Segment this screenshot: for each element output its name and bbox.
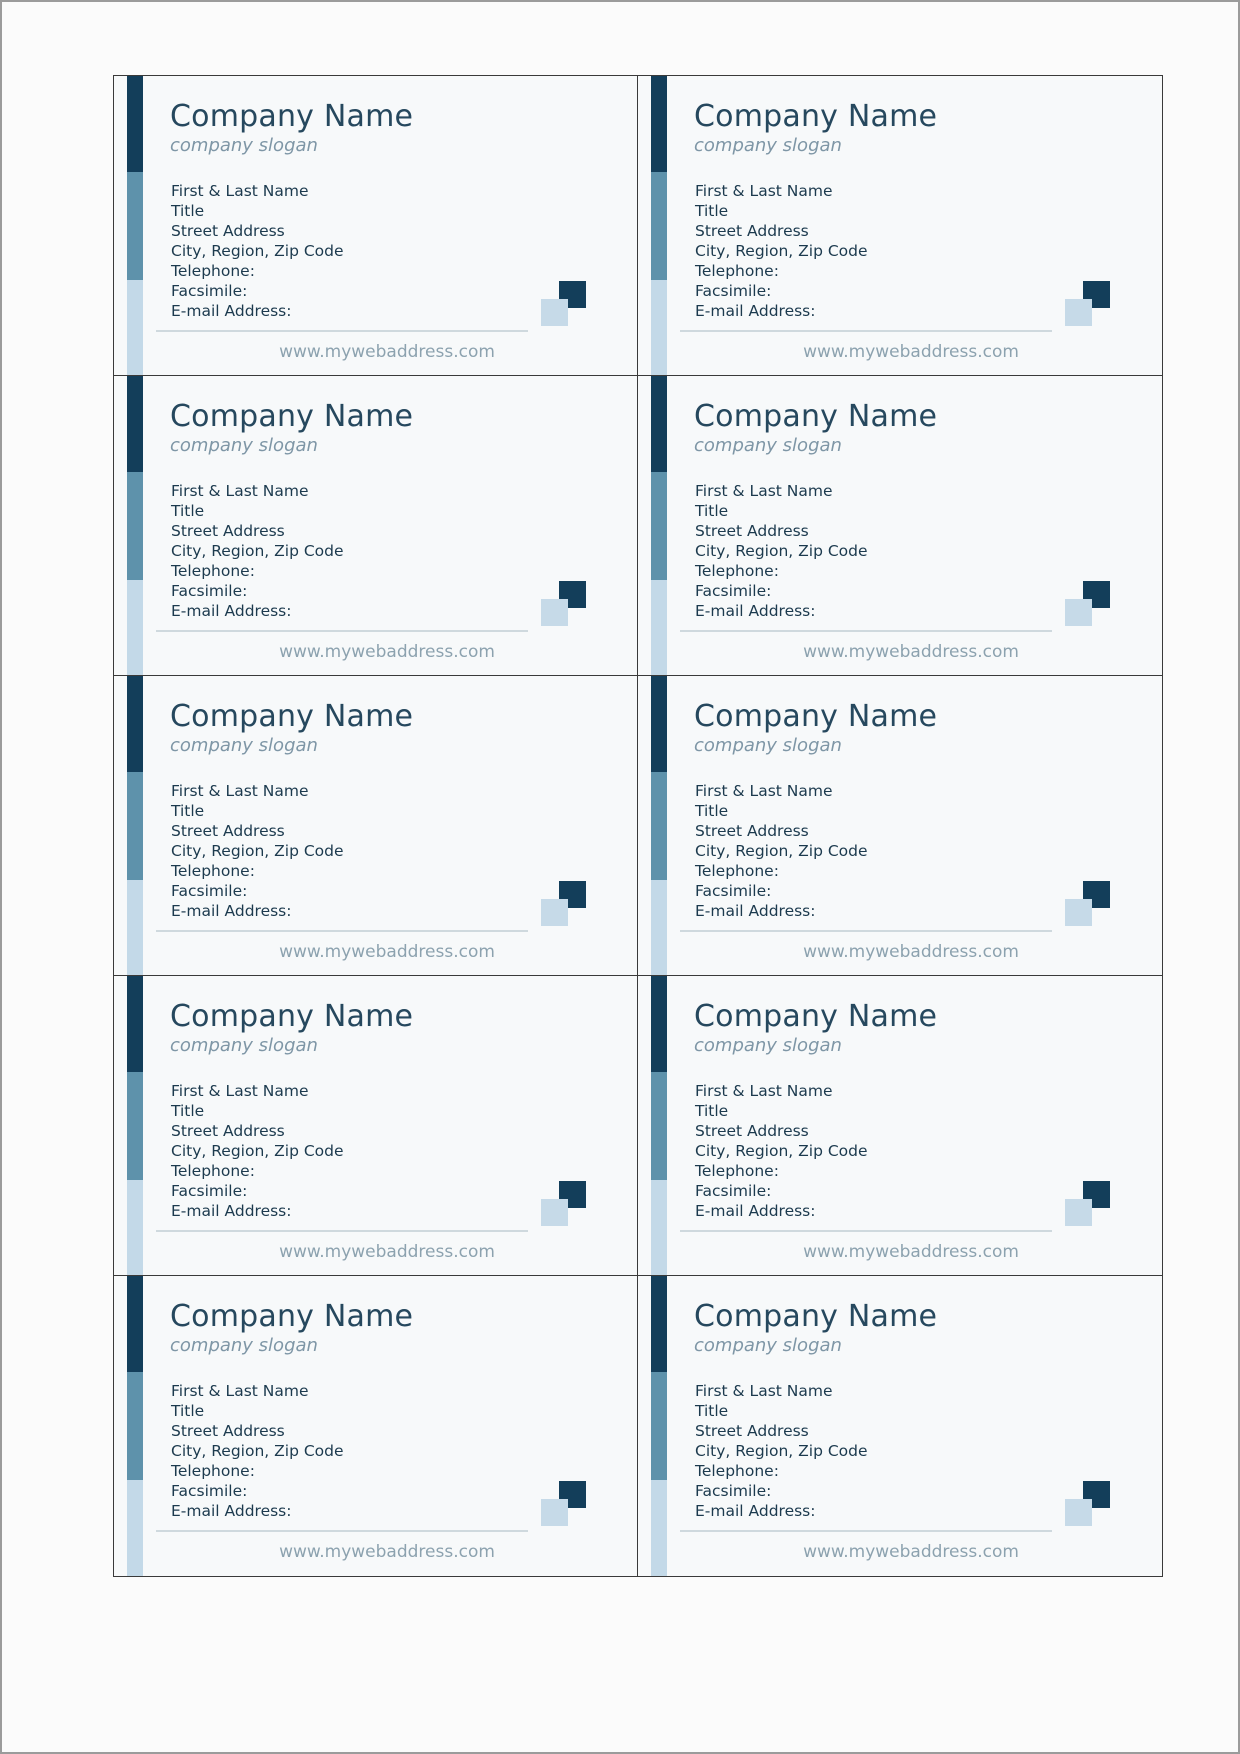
web-address: www.mywebaddress.com <box>803 1542 1019 1562</box>
business-card <box>638 376 1162 676</box>
contact-line-street: Street Address <box>695 822 809 840</box>
divider-line <box>156 630 528 632</box>
contact-line-title: Title <box>695 802 729 820</box>
contact-line-street: Street Address <box>171 822 285 840</box>
accent-bar <box>651 376 667 675</box>
web-address: www.mywebaddress.com <box>279 1542 495 1562</box>
logo-light-square <box>1065 599 1092 626</box>
accent-bar <box>127 976 143 1275</box>
contact-line-city: City, Region, Zip Code <box>171 542 344 560</box>
divider-line <box>680 630 1052 632</box>
contact-line-facsimile: Facsimile: <box>171 282 248 300</box>
accent-bar <box>651 676 667 975</box>
contact-line-telephone: Telephone: <box>171 862 255 880</box>
company-name: Company Name <box>694 399 938 434</box>
contact-line-title: Title <box>695 502 729 520</box>
company-slogan: company slogan <box>170 135 318 156</box>
business-card <box>638 76 1162 376</box>
logo-light-square <box>541 299 568 326</box>
accent-bar-dark-segment <box>651 376 667 472</box>
web-address: www.mywebaddress.com <box>803 1242 1019 1262</box>
accent-bar-light-segment <box>127 1480 143 1576</box>
contact-line-telephone: Telephone: <box>695 1462 779 1480</box>
business-card <box>114 676 638 976</box>
logo-light-square <box>541 1199 568 1226</box>
contact-line-facsimile: Facsimile: <box>695 1482 772 1500</box>
business-card <box>638 676 1162 976</box>
business-card <box>638 1276 1162 1576</box>
contact-line-facsimile: Facsimile: <box>695 582 772 600</box>
divider-line <box>156 1530 528 1532</box>
company-name: Company Name <box>170 699 414 734</box>
contact-line-city: City, Region, Zip Code <box>171 242 344 260</box>
accent-bar-dark-segment <box>651 1276 667 1372</box>
logo-light-square <box>1065 1499 1092 1526</box>
accent-bar-light-segment <box>127 1180 143 1275</box>
accent-bar-mid-segment <box>127 772 143 880</box>
accent-bar-mid-segment <box>651 772 667 880</box>
company-name: Company Name <box>170 99 414 134</box>
accent-bar-light-segment <box>651 280 667 375</box>
contact-line-city: City, Region, Zip Code <box>171 1142 344 1160</box>
accent-bar-light-segment <box>127 280 143 375</box>
contact-block <box>695 481 868 621</box>
contact-line-telephone: Telephone: <box>171 562 255 580</box>
contact-line-title: Title <box>171 202 205 220</box>
contact-line-title: Title <box>695 202 729 220</box>
contact-line-email: E-mail Address: <box>171 902 292 920</box>
company-name: Company Name <box>694 1299 938 1334</box>
contact-line-city: City, Region, Zip Code <box>695 842 868 860</box>
contact-block <box>171 1081 344 1221</box>
contact-line-telephone: Telephone: <box>171 1162 255 1180</box>
web-address: www.mywebaddress.com <box>803 942 1019 962</box>
company-slogan: company slogan <box>170 435 318 456</box>
accent-bar-mid-segment <box>127 472 143 580</box>
company-name: Company Name <box>170 399 414 434</box>
divider-line <box>680 1530 1052 1532</box>
contact-line-street: Street Address <box>695 1122 809 1140</box>
accent-bar-mid-segment <box>651 472 667 580</box>
contact-block <box>171 781 344 921</box>
accent-bar <box>651 976 667 1275</box>
company-slogan: company slogan <box>170 1035 318 1056</box>
business-card <box>638 976 1162 1276</box>
web-address: www.mywebaddress.com <box>803 342 1019 362</box>
contact-line-title: Title <box>171 502 205 520</box>
divider-line <box>156 930 528 932</box>
contact-line-name: First & Last Name <box>695 482 833 500</box>
accent-bar-dark-segment <box>127 676 143 772</box>
contact-line-name: First & Last Name <box>171 482 309 500</box>
accent-bar <box>127 376 143 675</box>
contact-line-telephone: Telephone: <box>695 1162 779 1180</box>
contact-block <box>695 181 868 321</box>
contact-line-email: E-mail Address: <box>695 1202 816 1220</box>
business-card-sheet <box>113 75 1163 1577</box>
accent-bar-light-segment <box>651 1480 667 1576</box>
contact-line-name: First & Last Name <box>695 782 833 800</box>
contact-line-facsimile: Facsimile: <box>695 1182 772 1200</box>
contact-line-email: E-mail Address: <box>695 1502 816 1520</box>
accent-bar-light-segment <box>127 580 143 675</box>
contact-block <box>171 181 344 321</box>
accent-bar-mid-segment <box>127 1072 143 1180</box>
contact-line-name: First & Last Name <box>171 182 309 200</box>
accent-bar-dark-segment <box>127 976 143 1072</box>
accent-bar <box>127 76 143 375</box>
contact-line-street: Street Address <box>171 222 285 240</box>
contact-line-street: Street Address <box>695 1422 809 1440</box>
accent-bar-light-segment <box>651 580 667 675</box>
contact-line-email: E-mail Address: <box>695 302 816 320</box>
accent-bar <box>651 76 667 375</box>
contact-block <box>695 781 868 921</box>
accent-bar-dark-segment <box>127 1276 143 1372</box>
company-slogan: company slogan <box>694 435 842 456</box>
accent-bar-mid-segment <box>651 172 667 280</box>
company-slogan: company slogan <box>694 1335 842 1356</box>
contact-line-name: First & Last Name <box>695 182 833 200</box>
divider-line <box>680 930 1052 932</box>
company-name: Company Name <box>170 1299 414 1334</box>
contact-line-email: E-mail Address: <box>171 1202 292 1220</box>
business-card <box>114 976 638 1276</box>
accent-bar-dark-segment <box>127 76 143 172</box>
web-address: www.mywebaddress.com <box>279 942 495 962</box>
contact-line-facsimile: Facsimile: <box>171 1182 248 1200</box>
contact-block <box>171 1381 344 1521</box>
contact-block <box>171 481 344 621</box>
contact-line-title: Title <box>695 1102 729 1120</box>
contact-line-name: First & Last Name <box>171 782 309 800</box>
contact-line-city: City, Region, Zip Code <box>695 1442 868 1460</box>
accent-bar-dark-segment <box>651 76 667 172</box>
accent-bar-dark-segment <box>651 676 667 772</box>
contact-block <box>695 1081 868 1221</box>
accent-bar-mid-segment <box>127 1372 143 1480</box>
contact-line-street: Street Address <box>695 522 809 540</box>
business-card <box>114 1276 638 1576</box>
contact-line-telephone: Telephone: <box>695 562 779 580</box>
web-address: www.mywebaddress.com <box>279 1242 495 1262</box>
logo-light-square <box>1065 899 1092 926</box>
web-address: www.mywebaddress.com <box>803 642 1019 662</box>
divider-line <box>680 330 1052 332</box>
contact-line-telephone: Telephone: <box>171 262 255 280</box>
accent-bar <box>127 676 143 975</box>
contact-line-telephone: Telephone: <box>171 1462 255 1480</box>
divider-line <box>156 330 528 332</box>
contact-line-title: Title <box>695 1402 729 1420</box>
logo-light-square <box>541 899 568 926</box>
accent-bar <box>651 1276 667 1576</box>
contact-line-street: Street Address <box>171 1122 285 1140</box>
accent-bar-dark-segment <box>651 976 667 1072</box>
contact-line-city: City, Region, Zip Code <box>171 842 344 860</box>
contact-line-facsimile: Facsimile: <box>171 882 248 900</box>
contact-line-street: Street Address <box>171 522 285 540</box>
accent-bar-dark-segment <box>127 376 143 472</box>
contact-block <box>695 1381 868 1521</box>
contact-line-title: Title <box>171 1102 205 1120</box>
contact-line-title: Title <box>171 1402 205 1420</box>
contact-line-email: E-mail Address: <box>171 1502 292 1520</box>
accent-bar-light-segment <box>127 880 143 975</box>
contact-line-email: E-mail Address: <box>695 602 816 620</box>
contact-line-facsimile: Facsimile: <box>695 882 772 900</box>
contact-line-email: E-mail Address: <box>171 302 292 320</box>
logo-light-square <box>1065 299 1092 326</box>
company-slogan: company slogan <box>694 135 842 156</box>
contact-line-telephone: Telephone: <box>695 862 779 880</box>
logo-light-square <box>541 1499 568 1526</box>
business-card <box>114 376 638 676</box>
contact-line-street: Street Address <box>171 1422 285 1440</box>
accent-bar-mid-segment <box>651 1072 667 1180</box>
logo-light-square <box>1065 1199 1092 1226</box>
contact-line-city: City, Region, Zip Code <box>171 1442 344 1460</box>
contact-line-email: E-mail Address: <box>695 902 816 920</box>
accent-bar-mid-segment <box>127 172 143 280</box>
contact-line-facsimile: Facsimile: <box>695 282 772 300</box>
divider-line <box>156 1230 528 1232</box>
contact-line-city: City, Region, Zip Code <box>695 1142 868 1160</box>
logo-light-square <box>541 599 568 626</box>
company-slogan: company slogan <box>170 1335 318 1356</box>
contact-line-telephone: Telephone: <box>695 262 779 280</box>
accent-bar-light-segment <box>651 880 667 975</box>
company-name: Company Name <box>694 99 938 134</box>
contact-line-city: City, Region, Zip Code <box>695 242 868 260</box>
contact-line-title: Title <box>171 802 205 820</box>
contact-line-name: First & Last Name <box>171 1382 309 1400</box>
web-address: www.mywebaddress.com <box>279 642 495 662</box>
accent-bar-light-segment <box>651 1180 667 1275</box>
contact-line-name: First & Last Name <box>695 1382 833 1400</box>
contact-line-facsimile: Facsimile: <box>171 582 248 600</box>
company-name: Company Name <box>694 999 938 1034</box>
contact-line-name: First & Last Name <box>695 1082 833 1100</box>
accent-bar <box>127 1276 143 1576</box>
divider-line <box>680 1230 1052 1232</box>
contact-line-email: E-mail Address: <box>171 602 292 620</box>
accent-bar-mid-segment <box>651 1372 667 1480</box>
company-name: Company Name <box>170 999 414 1034</box>
company-slogan: company slogan <box>694 735 842 756</box>
company-name: Company Name <box>694 699 938 734</box>
contact-line-city: City, Region, Zip Code <box>695 542 868 560</box>
company-slogan: company slogan <box>694 1035 842 1056</box>
web-address: www.mywebaddress.com <box>279 342 495 362</box>
contact-line-street: Street Address <box>695 222 809 240</box>
company-slogan: company slogan <box>170 735 318 756</box>
contact-line-facsimile: Facsimile: <box>171 1482 248 1500</box>
contact-line-name: First & Last Name <box>171 1082 309 1100</box>
business-card <box>114 76 638 376</box>
